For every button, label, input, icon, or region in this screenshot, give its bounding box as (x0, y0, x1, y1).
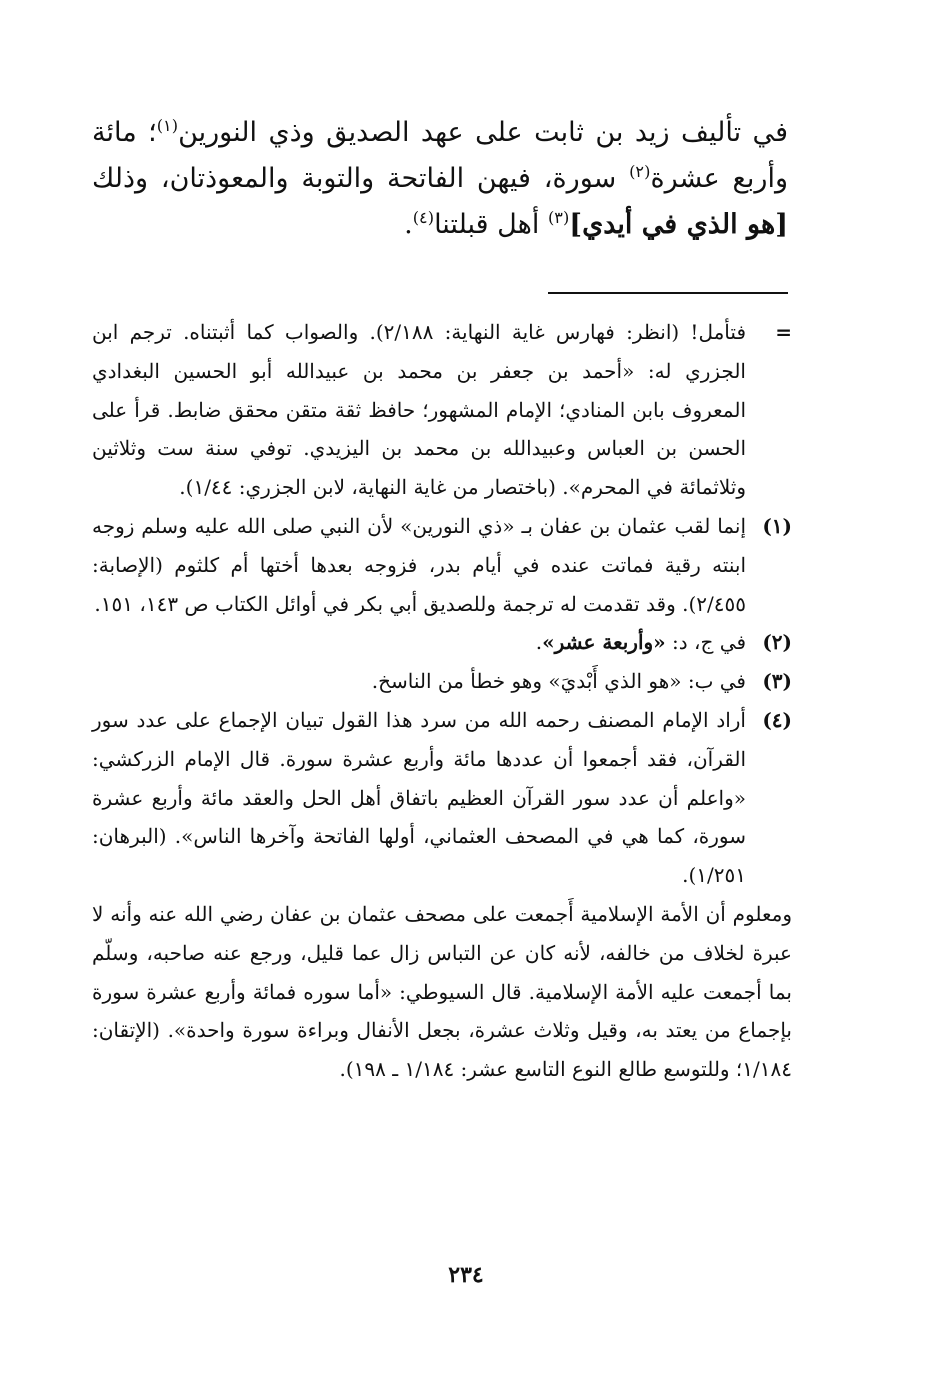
main-text-segment: . (404, 209, 413, 240)
footnote-continuation (92, 313, 792, 507)
footnote-mark: (٢) (762, 630, 792, 655)
main-text-segment: في تأليف زيد بن ثابت على عهد الصديق وذي النورين (178, 117, 788, 148)
footnote-ref-1: (١) (156, 116, 179, 135)
footnote-mark: (٣) (762, 669, 792, 694)
footnotes (92, 313, 792, 1089)
footnote-text: إنما لقب عثمان بن عفان بـ «ذي النورين» لأن النبي صلى الله عليه وسلم زوجه ابنته رقية فماتت عنده في أيام بدر، فزوجه بعدها أختها أم كلثوم (الإصابة: ٢/٤٥٥). وقد تقدمت له ترجمة وللصديق أبي بكر في أوائل الكتاب ص ١٤٣، ١٥١. (92, 513, 746, 616)
main-text-segment: أهل قبلتنا (434, 209, 548, 240)
footnote-closing-paragraph: ومعلوم أن الأمة الإسلامية أَجمعت على مصحف عثمان بن عفان رضي الله عنه وأنه لا عبرة لخلاف من خالفه، لأنه كان عن التباس زال عما قليل، ورجع عنه صاحبه، وسلّم بما أجمعت عليه الأمة الإسلامية. قال السيوطي: «أما سوره فمائة وأربع عشرة سورة بإجماع من يعتد به، وقيل وثلاث عشرة، بجعل الأنفال وبراءة سورة واحدة». (الإتقان: ١/١٨٤؛ وللتوسع طالع النوع التاسع عشر: ١/١٨٤ ـ ١٩٨). (92, 901, 792, 1082)
footnote-mark: (١) (762, 513, 792, 538)
footnote-ref-2: (٢) (629, 162, 651, 181)
footnote-text-segment: . (535, 630, 543, 655)
footnote-2 (92, 623, 792, 662)
footnote-text: أراد الإمام المصنف رحمه الله من سرد هذا القول تبيان الإجماع على عدد سور القرآن، فقد أجمعوا أن عددها مائة وأربع عشرة سورة. قال الإمام الزركشي: «واعلم أن عدد سور القرآن العظيم باتفاق أهل الحل والعقد مائة وأربع عشرة سورة، كما هي في المصحف العثماني، أولها الفاتحة وآخرها الناس». (البرهان: ١/٢٥١). (92, 707, 746, 888)
footnote-text: فتأمل! (انظر: فهارس غاية النهاية: ٢/١٨٨). والصواب كما أثبتناه. ترجم ابن الجزري له: «أحمد بن جعفر بن محمد بن عبيدالله أبو الحسين البغدادي المعروف بابن المنادي؛ الإمام المشهور؛ حافظ ثقة متقن محقق ضابط. قرأ على الحسن بن العباس وعبيدالله بن محمد بن اليزيدي. توفي سنة ست وثلاثين وثلاثمائة في المحرم». (باختصار من غاية النهاية، لابن الجزري: ١/٤٤). (92, 320, 747, 500)
footnote-3 (92, 662, 792, 701)
footnote-separator (548, 292, 788, 294)
footnote-text (92, 623, 746, 662)
footnote-1 (92, 507, 792, 623)
bold-phrase: [هو الذي في أيدي] (569, 209, 788, 240)
footnote-4 (92, 701, 792, 895)
page-number: ٢٣٤ (448, 1262, 484, 1288)
footnote-mark: = (775, 320, 792, 344)
footnote-ref-3: (٣) (547, 208, 570, 227)
footnote-text-segment: في ج، د: (665, 630, 746, 655)
footnote-bold-quote: «وأربعة عشر» (542, 630, 666, 655)
main-paragraph (92, 110, 788, 248)
footnote-mark: (٤) (762, 707, 792, 732)
footnote-ref-4: (٤) (412, 208, 435, 227)
main-text (92, 110, 788, 248)
main-text-segment: ؛ مائة وأربع عشرة (92, 117, 788, 194)
footnote-text: في ب: «هو الذي أَبْديَ» وهو خطأ من الناسخ. (371, 669, 746, 694)
main-text-segment: سورة، فيهن الفاتحة والتوبة والمعوذتان، وذلك (92, 163, 630, 194)
